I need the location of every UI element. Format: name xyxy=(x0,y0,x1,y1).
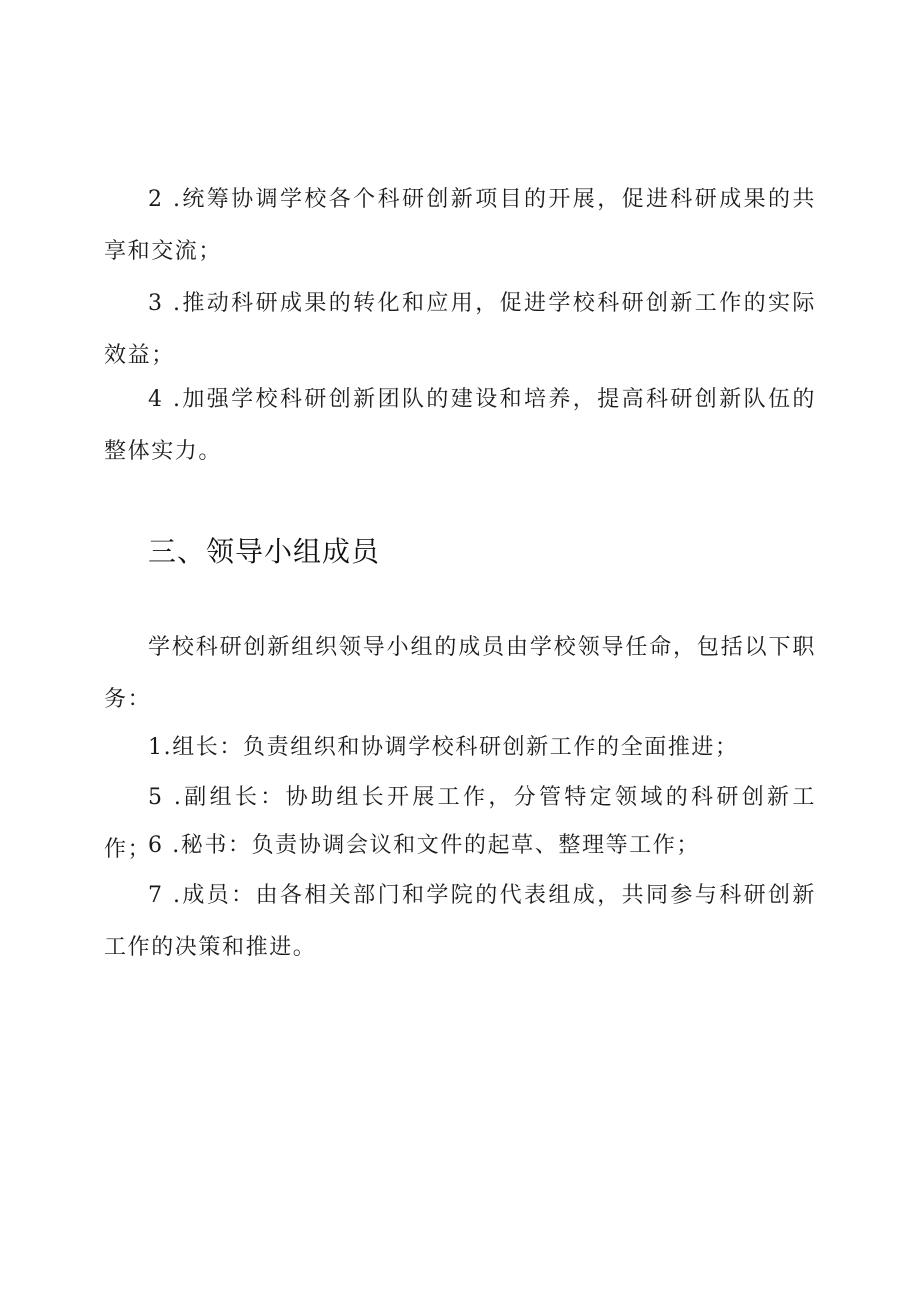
list-item-deputy-leader: 5 .副组长：协助组长开展工作，分管特定领域的科研创新工作； xyxy=(104,785,816,862)
section-intro-paragraph: 学校科研创新组织领导小组的成员由学校领导任命，包括以下职务： xyxy=(104,635,816,712)
list-item-secretary: 6 .秘书：负责协调会议和文件的起草、整理等工作； xyxy=(148,833,700,858)
list-item-leader: 1.组长：负责组织和协调学校科研创新工作的全面推进； xyxy=(148,735,739,760)
list-item-strengthen-teams: 4 .加强学校科研创新团队的建设和培养，提高科研创新队伍的整体实力。 xyxy=(104,387,816,464)
list-item-promote-transformation: 3 .推动科研成果的转化和应用，促进学校科研创新工作的实际效益； xyxy=(104,291,816,368)
section-heading: 三、领导小组成员 xyxy=(148,535,381,568)
list-item-coordinate-projects: 2 .统筹协调学校各个科研创新项目的开展，促进科研成果的共享和交流； xyxy=(104,187,816,264)
list-item-members: 7 .成员：由各相关部门和学院的代表组成，共同参与科研创新工作的决策和推进。 xyxy=(104,883,816,960)
